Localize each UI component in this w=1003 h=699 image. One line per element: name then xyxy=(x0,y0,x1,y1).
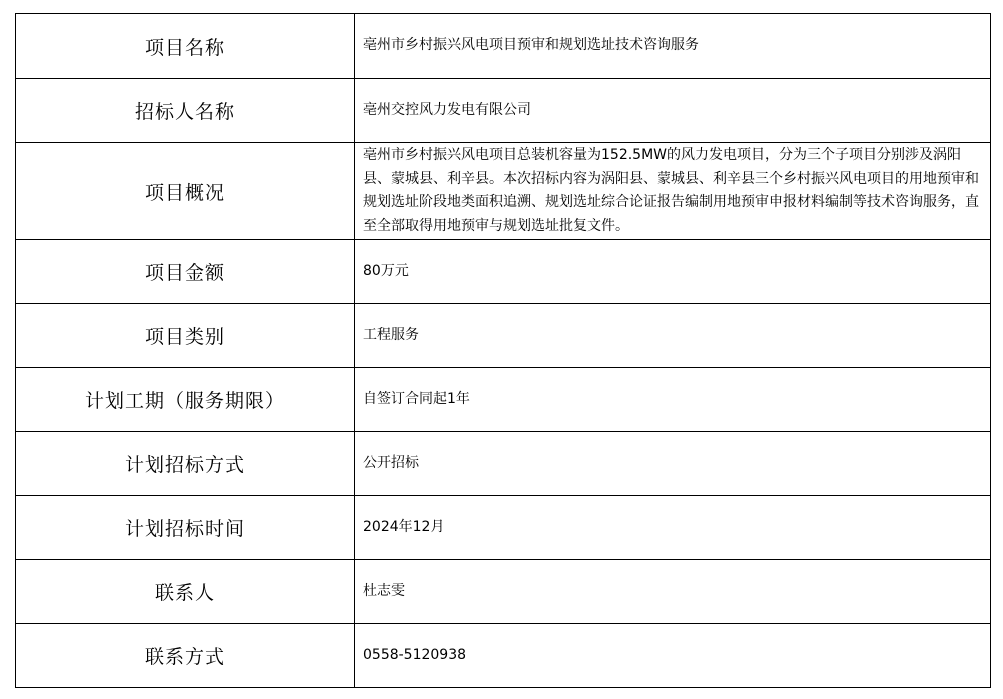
row-value-contact-info: 0558-5120938 xyxy=(355,624,991,688)
row-value-method: 公开招标 xyxy=(355,432,991,496)
table-row xyxy=(16,143,991,240)
row-label-category: 项目类别 xyxy=(16,304,355,368)
row-label-method: 计划招标方式 xyxy=(16,432,355,496)
row-value-schedule: 自签订合同起1年 xyxy=(355,368,991,432)
row-label-contact-person: 联系人 xyxy=(16,560,355,624)
row-value-category: 工程服务 xyxy=(355,304,991,368)
project-info-table xyxy=(15,13,991,688)
row-value-contact-person: 杜志雯 xyxy=(355,560,991,624)
row-label-project-name: 项目名称 xyxy=(16,14,355,79)
table-row xyxy=(16,624,991,688)
row-label-tenderer: 招标人名称 xyxy=(16,79,355,143)
row-value-overview: 亳州市乡村振兴风电项目总装机容量为152.5MW的风力发电项目，分为三个子项目分别涉及涡阳县、蒙城县、利辛县。本次招标内容为涡阳县、蒙城县、利辛县三个乡村振兴风电项目的用地预审和规划选址阶段地类面积追溯、规划选址综合论证报告编制用地预审申报材料编制等技术咨询服务，直至全部取得用地预审与规划选址批复文件。 xyxy=(355,143,991,240)
row-label-overview: 项目概况 xyxy=(16,143,355,240)
table-row xyxy=(16,304,991,368)
table-row xyxy=(16,432,991,496)
table-row xyxy=(16,368,991,432)
table-row xyxy=(16,79,991,143)
row-label-amount: 项目金额 xyxy=(16,240,355,304)
table-row xyxy=(16,14,991,79)
row-label-contact-info: 联系方式 xyxy=(16,624,355,688)
row-value-tenderer: 亳州交控风力发电有限公司 xyxy=(355,79,991,143)
row-value-time: 2024年12月 xyxy=(355,496,991,560)
row-label-schedule: 计划工期（服务期限） xyxy=(16,368,355,432)
row-value-amount: 80万元 xyxy=(355,240,991,304)
table-row xyxy=(16,496,991,560)
table-row xyxy=(16,560,991,624)
row-value-project-name: 亳州市乡村振兴风电项目预审和规划选址技术咨询服务 xyxy=(355,14,991,79)
table-row xyxy=(16,240,991,304)
row-label-time: 计划招标时间 xyxy=(16,496,355,560)
